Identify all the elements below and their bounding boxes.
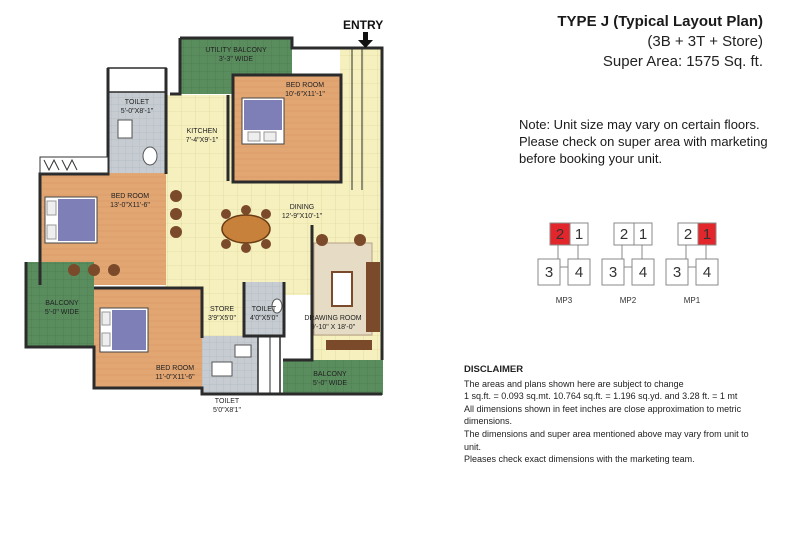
bed-bottom: [100, 308, 148, 352]
key-cell-number: 1: [638, 226, 648, 243]
disclaimer-line: Pleases check exact dimensions with the marketing team.: [464, 454, 695, 465]
label-bedroom-left: BED ROOM: [110, 193, 150, 200]
key-cell-number: 2: [555, 226, 565, 243]
bed-top: [242, 98, 284, 144]
label-utility-balcony: UTILITY BALCONY: [205, 47, 267, 54]
dim-store: 3'9"X5'0": [208, 315, 236, 322]
dim-bedroom-bottom: 11'-0"X11'-6": [155, 374, 195, 381]
key-cell-number: 3: [544, 264, 554, 281]
label-toilet-bottom: TOILET: [214, 398, 240, 405]
dim-toilet-bottom: 5'0"X8'1": [213, 407, 241, 414]
dining-table: [221, 205, 271, 253]
key-cell-number: 1: [702, 226, 712, 243]
key-group-label: MP1: [683, 296, 701, 305]
disclaimer-line: unit.: [464, 441, 482, 452]
bottom-duct: [258, 336, 280, 394]
disclaimer-line: dimensions.: [464, 416, 513, 427]
key-plan: [530, 215, 750, 310]
key-cell-number: 3: [608, 264, 618, 281]
dim-bedroom-left: 13'-0"X11'-6": [110, 202, 150, 209]
disclaimer-heading: DISCLAIMER: [464, 364, 524, 375]
super-area: Super Area: 1575 Sq. ft.: [602, 53, 763, 70]
key-group-label: MP3: [555, 296, 573, 305]
note-line: before booking your unit.: [519, 151, 663, 166]
disclaimer: [464, 364, 784, 466]
window-hatch: [40, 157, 108, 173]
key-group-mp1: [666, 223, 718, 305]
label-dining: DINING: [289, 204, 315, 211]
key-cell-number: 4: [702, 264, 712, 281]
dim-toilet-top: 5'-0"X8'-1": [120, 108, 154, 115]
key-cell-number: 2: [619, 226, 629, 243]
plan-header: [557, 12, 763, 72]
note-line: Note: Unit size may vary on certain floors.: [519, 117, 760, 132]
note-block: [519, 116, 779, 167]
label-bedroom-top: BED ROOM: [285, 82, 325, 89]
key-cell-number: 4: [574, 264, 584, 281]
disclaimer-line: 1 sq.ft. = 0.093 sq.mt. 10.764 sq.ft. = 1.196 sq.yd. and 3.28 ft. = 1 mt: [464, 391, 738, 402]
key-cell-number: 3: [672, 264, 682, 281]
plan-title: TYPE J (Typical Layout Plan): [557, 13, 763, 30]
dim-toilet-mid: 4'0"X5'0": [250, 315, 278, 322]
key-cell-number: 2: [683, 226, 693, 243]
dim-utility-balcony: 3'-3" WIDE: [218, 56, 254, 63]
label-balcony-bottom: BALCONY: [313, 371, 347, 378]
dim-kitchen: 7'-4"X9'-1": [185, 137, 219, 144]
label-toilet-top: TOILET: [124, 99, 150, 106]
entry-label: ENTRY: [343, 18, 384, 32]
bed-left: [45, 197, 97, 243]
dim-balcony-bottom: 5'-0" WIDE: [312, 380, 348, 387]
label-toilet-mid: TOILET: [251, 306, 277, 313]
disclaimer-line: The areas and plans shown here are subject to change: [464, 378, 684, 389]
key-cell-number: 4: [638, 264, 648, 281]
entry-passage-floor: [340, 48, 382, 188]
disclaimer-line: The dimensions and super area mentioned above may vary from unit to: [464, 428, 749, 439]
label-bedroom-bottom: BED ROOM: [155, 365, 195, 372]
plan-config: (3B + 3T + Store): [647, 33, 763, 50]
label-balcony-left: BALCONY: [45, 300, 79, 307]
dim-balcony-left: 5'-0" WIDE: [44, 309, 80, 316]
key-group-mp3: [538, 223, 590, 305]
top-duct: [108, 68, 166, 92]
key-group-mp2: [602, 223, 654, 305]
dim-drawing-room: 9'-10" X 18'-0": [310, 324, 356, 331]
label-drawing-room: DRAWING ROOM: [304, 315, 362, 322]
key-cell-number: 1: [574, 226, 584, 243]
label-store: STORE: [210, 306, 234, 313]
key-group-label: MP2: [619, 296, 637, 305]
dim-bedroom-top: 10'-6"X11'-1": [285, 91, 325, 98]
note-line: Please check on super area with marketing: [519, 134, 768, 149]
dim-dining: 12'-9"X10'-1": [281, 213, 323, 220]
label-kitchen: KITCHEN: [186, 128, 218, 135]
entry-arrow: [358, 32, 373, 48]
disclaimer-line: All dimensions shown in feet inches are close approximation to metric: [464, 403, 742, 414]
